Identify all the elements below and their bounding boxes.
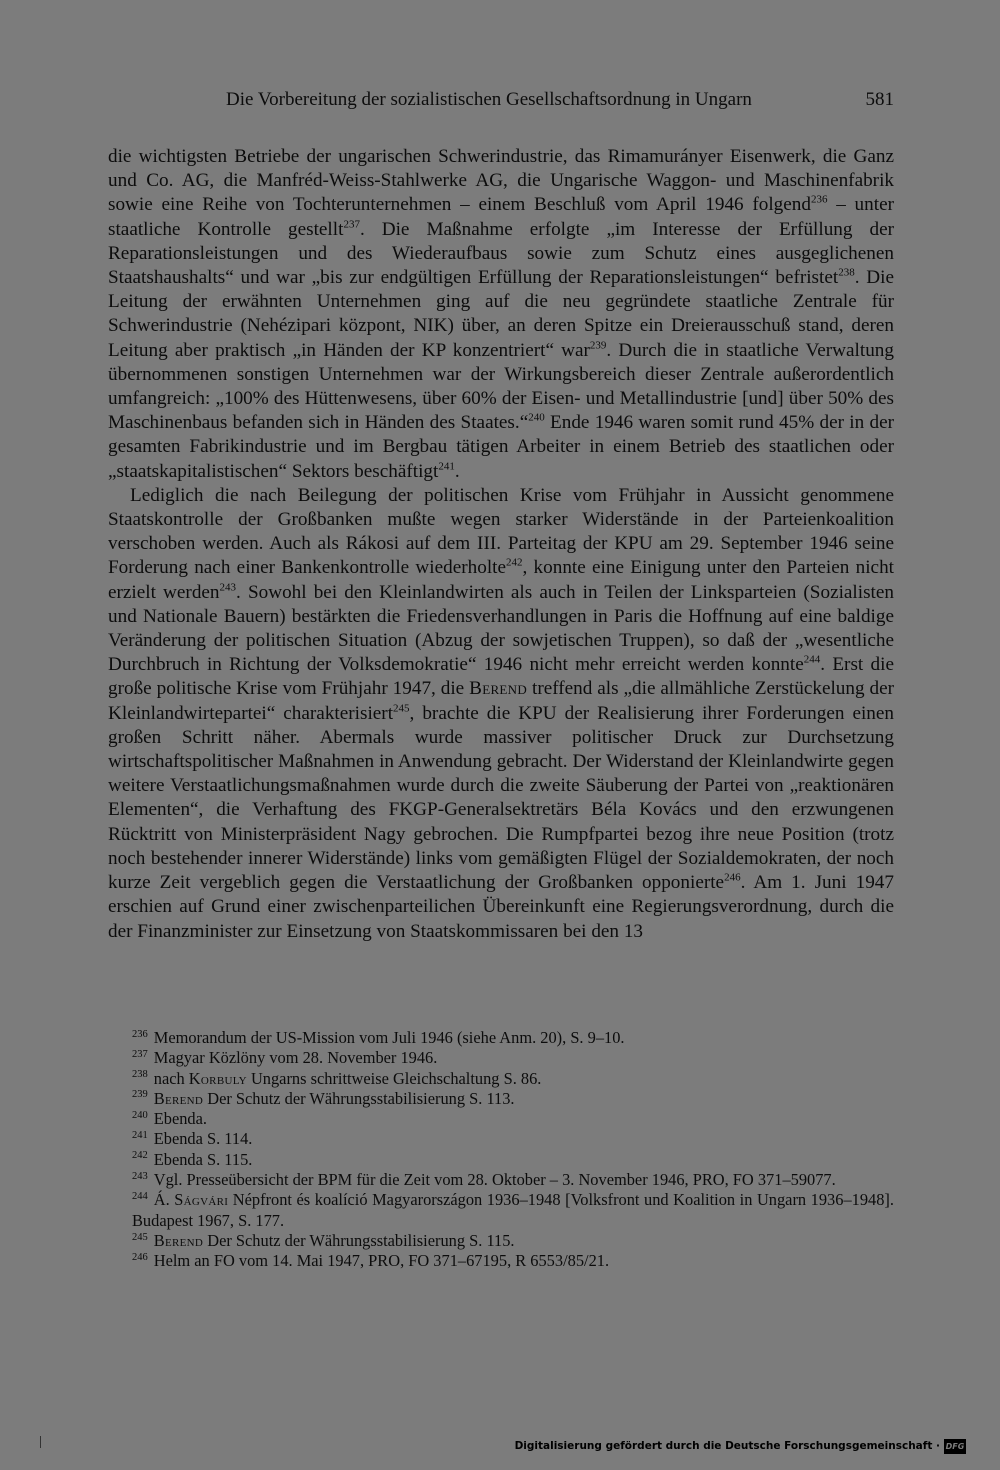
body-text bbox=[108, 145, 894, 944]
footnote-number: 241 bbox=[132, 1130, 148, 1142]
text-run: – unter staatliche Kontrolle gestellt bbox=[108, 194, 894, 240]
footnote-number: 240 bbox=[132, 1109, 148, 1121]
author-name: Berend bbox=[153, 1088, 204, 1108]
text-run: Ebenda S. 115. bbox=[153, 1149, 253, 1169]
footnote bbox=[108, 1190, 894, 1231]
footnote-number: 236 bbox=[132, 1028, 148, 1040]
text-run: treffend als „die allmähliche Zerstückelung der Kleinlandwirtepartei“ charakterisiert bbox=[108, 678, 895, 724]
footnote-number: 242 bbox=[132, 1150, 148, 1162]
text-run: Ende 1946 waren somit rund 45% der in der gesamten Fabrikindustrie und im Bergbau tätigen Arbeiter in einem Betrieb des staatlichen oder „staatskapitalistischen“ Sektors beschäftigt bbox=[108, 412, 894, 482]
text-run: Helm an FO vom 14. Mai 1947, PRO, FO 371–67195, R 6553/85/21. bbox=[153, 1251, 610, 1271]
footnote bbox=[108, 1170, 894, 1190]
text-run: . Erst die große politische Krise vom Frühjahr 1947, die bbox=[108, 654, 894, 700]
footnote-ref: 237 bbox=[343, 218, 360, 231]
footnote-ref: 245 bbox=[393, 702, 410, 715]
author-name: Ságvári bbox=[174, 1190, 229, 1210]
footnote-ref: 244 bbox=[803, 653, 821, 666]
footnote-ref: 236 bbox=[810, 194, 828, 207]
text-run: Ebenda. bbox=[153, 1109, 207, 1129]
footnote-number: 238 bbox=[132, 1069, 148, 1081]
page-number: 581 bbox=[865, 89, 894, 110]
text-run: Népfront és koalíció Magyarországon 1936–1948 [Volksfront und Koalition in Ungarn 1936–1948]. Budapest 1967, S. 177. bbox=[132, 1190, 894, 1230]
text-run: die wichtigsten Betriebe der ungarischen Schwerindustrie, das Rimamurányer Eisenwerk, die Ganz und Co. AG, die Manfréd-Weiss-Stahlwerke AG, die Ungarische Waggon- und Maschinenfabrik sowie eine Reihe von Tochterunternehmen – einem Beschluß vom April 1946 folgend bbox=[108, 146, 894, 216]
footnote-number: 246 bbox=[132, 1251, 148, 1263]
footnote-ref: 239 bbox=[589, 339, 607, 352]
footnote-number: 237 bbox=[132, 1048, 148, 1060]
footnote bbox=[108, 1129, 894, 1149]
text-run: Der Schutz der Währungsstabilisierung S. 115. bbox=[203, 1230, 515, 1250]
running-head-title: Die Vorbereitung der sozialistischen Gesellschaftsordnung in Ungarn bbox=[226, 89, 752, 110]
footnote bbox=[108, 1069, 894, 1089]
footnote bbox=[108, 1251, 894, 1271]
footnote-ref: 246 bbox=[724, 871, 741, 884]
text-run: , brachte die KPU der Realisierung ihrer Forderungen einen großen Schritt näher. Abermals wurde massiver politischer Druck zur Durchsetzung wirtschaftspolitischer Maßnahmen in Anwendung gebracht. Der Widerstand der Kleinlandwirte gegen weitere Verstaatlichungsmaßnahmen wurde durch die zweite Säuberung der Partei von „reaktionären Elementen“, die Verhaftung des FKGP-Generalsektretärs Béla Kovács und den erzwungenen Rücktritt von Ministerpräsident Nagy gebrochen. Die Rumpfpartei bezog ihre neue Position (trotz noch bestehender innerer Widerstände) links vom gemäßigten Flügel der Sozialdemokraten, der noch kurze Zeit vergeblich gegen die Verstaatlichung der Großbanken opponierte bbox=[108, 702, 895, 894]
text-run: . Am 1. Juni 1947 erschien auf Grund einer zwischenparteilichen Übereinkunft eine Regierungsverordnung, durch die der Finanzminister zur Einsetzung von Staatskommissaren bei den 13 bbox=[108, 872, 894, 942]
text-run: Ebenda S. 114. bbox=[153, 1129, 253, 1149]
text-run: . Die Leitung der erwähnten Unternehmen ging auf die neu gegründete staatliche Zentrale für Schwerindustrie (Nehézipari központ, NIK) über, an deren Spitze ein Dreierausschuß stand, deren Leitung aber praktisch „in Händen der KP konzentriert“ war bbox=[108, 267, 894, 361]
margin-mark bbox=[40, 1436, 41, 1448]
footnote-ref: 238 bbox=[838, 266, 855, 279]
footnote bbox=[108, 1231, 894, 1251]
author-name: Berend bbox=[469, 678, 528, 700]
text-run: . Die Maßnahme erfolgte „im Interesse der Erfüllung der Reparationsleistungen und des Wiederaufbaus sowie zum Schutz eines ausgeglichenen Staatshaushalts“ und war „bis zur endgültigen Erfüllung der Reparationsleistungen“ befristet bbox=[108, 218, 894, 289]
text-run: Lediglich die nach Beilegung der politischen Krise vom Frühjahr in Aussicht genommene Staatskontrolle der Großbanken mußte wegen starker Widerstände in der Parteienkoalition verschoben werden. Auch als Rákosi auf dem III. Parteitag der KPU am 29. September 1946 seine Forderung nach einer Bankenkontrolle wiederholte bbox=[108, 484, 894, 579]
footnote bbox=[108, 1089, 894, 1109]
text-run: Der Schutz der Währungsstabilisierung S. 113. bbox=[203, 1088, 515, 1108]
footnote-number: 244 bbox=[132, 1190, 148, 1202]
text-run: Vgl. Presseübersicht der BPM für die Zeit vom 28. Oktober – 3. November 1946, PRO, FO 371–59077. bbox=[153, 1170, 836, 1190]
author-name: Korbuly bbox=[188, 1068, 247, 1088]
text-run: nach bbox=[153, 1068, 189, 1088]
footnote bbox=[108, 1150, 894, 1170]
text-run: Ungarns schrittweise Gleichschaltung S. 86. bbox=[246, 1068, 542, 1088]
paragraph bbox=[108, 484, 894, 944]
footnote bbox=[108, 1048, 894, 1068]
text-run: Magyar Közlöny vom 28. November 1946. bbox=[153, 1048, 438, 1068]
digitization-credit bbox=[515, 1438, 966, 1454]
footnote bbox=[108, 1109, 894, 1129]
text-run: , konnte eine Einigung unter den Parteien nicht erzielt werden bbox=[108, 557, 894, 603]
footnote-ref: 242 bbox=[506, 557, 523, 570]
text-run: . Sowohl bei den Kleinlandwirten als auch in Teilen der Linksparteien (Sozialisten und Nationale Bauern) bestärkten die Friedensverhandlungen in Paris die Hoffnung auf eine baldige Veränderung der politischen Situation (Abzug der sowjetischen Truppen), so daß der „wesentliche Durchbruch in Richtung der Volksdemokratie“ 1946 nicht mehr erreicht werden konnte bbox=[108, 581, 895, 676]
author-name: Berend bbox=[153, 1230, 204, 1250]
footnote-ref: 240 bbox=[528, 411, 545, 424]
running-head bbox=[108, 86, 894, 114]
text-run: . Durch die in staatliche Verwaltung übernommenen sonstigen Unternehmen war der Wirkungsbereich dieser Zentrale außerordentlich umfangreich: „100% des Hüttenwesens, über 60% der Eisen- und Metallindustrie [und] über 50% des Maschinenbaus befanden sich in Händen des Staates.“ bbox=[108, 339, 894, 434]
text-run: Á. bbox=[153, 1190, 175, 1210]
dfg-logo-icon: DFG bbox=[944, 1439, 966, 1454]
footnotes bbox=[108, 1028, 894, 1272]
footnote-number: 239 bbox=[132, 1089, 148, 1101]
text-run: . bbox=[454, 460, 460, 482]
credit-text: Digitalisierung gefördert durch die Deutsche Forschungsgemeinschaft · bbox=[514, 1440, 940, 1452]
footnote-number: 245 bbox=[132, 1231, 148, 1243]
paragraph bbox=[108, 145, 894, 484]
text-run: Memorandum der US-Mission vom Juli 1946 (siehe Anm. 20), S. 9–10. bbox=[153, 1028, 625, 1047]
footnote-ref: 241 bbox=[438, 460, 455, 473]
footnote-number: 243 bbox=[132, 1170, 148, 1182]
footnote bbox=[108, 1028, 894, 1048]
footnote-ref: 243 bbox=[219, 581, 237, 594]
